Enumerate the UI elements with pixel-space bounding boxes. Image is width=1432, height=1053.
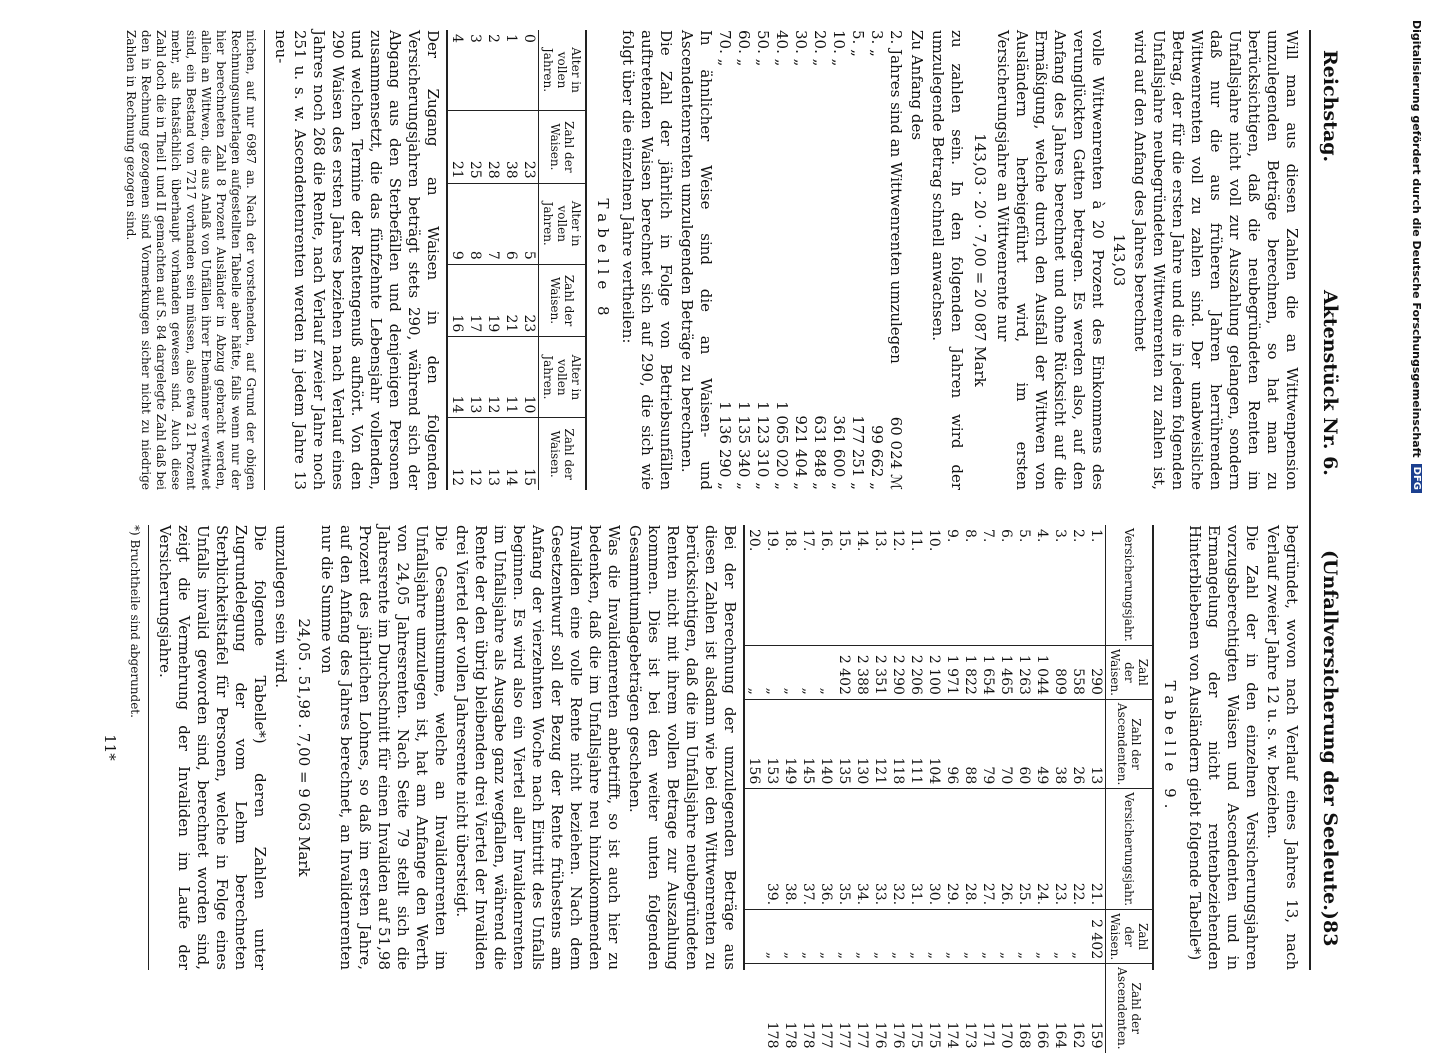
right-paragraph-4: Was die Invalidenrenten anbetrifft, so ist auch hier zu bedenken, daß die im Unfallsjahre neu hinzukommenden Invaliden eine volle Rente nicht beziehen. Nach dem Gesetzentwurf soll der Bezug der Rente frühestens am Anfang der vierzehnten Woche nach Eintritt des Unfalls beginnen. Es wird also ein Viertel aller Invalidenrenten im Unfallsjahre als Ausgabe ganz wegfallen, während die Rente der den übrig bleibenden drei Viertel der Invaliden drei Viertel der vollen Jahresrente nicht übersteigt. [453, 525, 623, 970]
table-row: 6. 1 465 70 26. „ 170 [997, 525, 1015, 1053]
formula-invalid: 24,05 . 51,98 . 7,00 = 9 063 Mark [295, 618, 313, 877]
table9-header: Versicherungsjahr. [1106, 525, 1153, 645]
right-paragraph-3: Bei der Berechnung der umzulegenden Beträge aus diesen Zahlen ist alsdann wie bei den Wittwenrenten zu berücksichtigen, daß die im Unfallsjahre neubegründeten Renten nicht mit ihrem vollen Betrage zur Auszahlung kommen. Dies ist bei den weiter unten folgenden Gesammtumlagebeträgen geschehen. [626, 525, 739, 970]
right-paragraph-2: Die Zahl der in den einzelnen Versicherungsjahren vorzugsberechtigten Waisen und Ascendenten und in Ermangelung der nicht rentenbeziehenden Hinterbliebenen von Ausländern giebt folgende Tabelle*) [1186, 525, 1261, 970]
formula-widow: 143,03 · 20 · 7,00 = 20 087 Mark [971, 133, 989, 387]
dfg-logo: DFG [1412, 464, 1423, 493]
amount-row: 20. „ 631 848 „ [811, 30, 829, 490]
amount-row: 30. „ 921 404 „ [792, 30, 810, 490]
left-paragraph-4: Zu Anfang des [908, 30, 926, 141]
table-row: 7. 1 654 79 27. „ 171 [979, 525, 997, 1053]
table-row: 18. „ 149 38. „ 178 [781, 525, 799, 1053]
table-row: 11. 2 206 111 31. „ 175 [907, 525, 925, 1053]
table-row: 20. „ 156 [745, 525, 763, 1053]
amount-row: 10. „ 361 600 „ [830, 30, 848, 490]
table9-caption: Tabelle 9. [1161, 680, 1179, 815]
fraction-value: 143,03 [1110, 233, 1128, 287]
right-column [101, 525, 1301, 1050]
document-page [0, 30, 1345, 1050]
table8-caption: Tabelle 8 [594, 198, 612, 322]
amount-row: 60. „ 1 135 340 „ [735, 30, 753, 490]
table9-header: Zahl der Ascendenten. [1106, 699, 1153, 788]
footnote-rule [148, 525, 149, 970]
table9-header: Zahl der Ascendenten. [1106, 964, 1153, 1053]
left-paragraph-3: zu zahlen sein. In den folgenden Jahren wird der umzulegende Betrag schnell anwachsen. [929, 30, 966, 490]
table8-header: Zahl der Waisen. [539, 111, 586, 184]
amount-row: 3. „ 99 662 „ [868, 30, 886, 490]
amount-row: 50. „ 1 123 310 „ [754, 30, 772, 490]
table9-body [745, 525, 1106, 1053]
table8-header: Alter in vollen Jahren. [539, 337, 586, 418]
left-paragraph-2: volle Wittwenrenten à 20 Prozent des Einkommens des verunglückten Gatten betragen. Es werden also, auf den Anfang des Jahres berechnet und ohne Rücksicht auf die Ermäßigung, welche durch den Ausfall der Wittwen von Ausländern herbeigeführt wird, im ersten Versicherungsjahre an Wittwenrente nur [994, 30, 1107, 490]
table-row: 16. „ 140 36. „ 177 [817, 525, 835, 1053]
table-row: 19. „ 153 39. „ 178 [763, 525, 781, 1053]
table8-header: Alter in vollen Jahren. [539, 183, 586, 264]
right-paragraph-1: begründet, wovon nach Verlauf eines Jahres 13, nach Verlauf zweier Jahre 12 u. s. w. beziehen. [1264, 525, 1301, 970]
table8-header-row [539, 30, 586, 490]
table-row: 1 38 6 21 11 14 [502, 30, 520, 490]
footnote-rule [264, 30, 265, 490]
table-row: 12. 2 290 118 32. „ 176 [889, 525, 907, 1053]
table-row: 17. „ 145 37. „ 178 [799, 525, 817, 1053]
running-title: (Unfallversicherung der Seeleute.) [1319, 550, 1341, 920]
signature-mark: 11* [101, 734, 119, 761]
table-row: 14. 2 388 130 34. „ 177 [853, 525, 871, 1053]
credit-text: Digitalisierung gefördert durch die Deutsche Forschungsgemeinschaft [1410, 20, 1424, 458]
table9-header: Zahl der Waisen. [1106, 645, 1153, 699]
table-row: 3 25 8 17 13 12 [466, 30, 484, 490]
left-paragraph-6: Die Zahl der jährlich in Folge von Betriebsunfällen auftretenden Waisen berechnet sich auf 290, die sich wie folgt über die einzelnen Jahre vertheilen: [619, 30, 675, 490]
table-row: 3. 809 38 23. „ 164 [1051, 525, 1069, 1053]
table8-header: Zahl der Waisen. [539, 264, 586, 337]
left-column [124, 30, 1301, 490]
table-row: 5. 1 263 60 25. „ 168 [1015, 525, 1033, 1053]
table9-header-row [1106, 525, 1153, 1053]
table-row: 1. 290 13 21. 2 402 159 [1087, 525, 1106, 1053]
table-row: 4. 1 044 49 24. „ 166 [1033, 525, 1051, 1053]
left-paragraph-1: Will man aus diesen Zahlen die an Wittwenpension umzulegenden Beträge berechnen, so hat man zu berücksichtigen, daß die neubegründeten Renten im Unfallsjahre nicht voll zur Auszahlung gelangen, sondern daß nur die aus früheren Jahren herrührenden Wittwenrenten voll zu zahlen sind. Der unabweisliche Betrag, der für die ersten Jahre und die in jedem folgenden Unfallsjahre neubegründeten Wittwenrenten zu zahlen ist, wird auf den Anfang des Jahres berechnet [1131, 30, 1301, 490]
right-footnote: *) Bruchtheile sind abgerundet. [128, 525, 142, 718]
left-paragraph-7: Der Zugang an Waisen in den folgenden Versicherungsjahren beträgt stets 290, während sich der Abgang aus den Sterbefällen und denjenigen Personen zusammensetzt, die das fünfzehnte Lebensjahr vollenden, und welchen Termine der Rentengenuß aufhört. Von den 290 Waisen des ersten Jahres beziehen nach Verlauf eines Jahres noch 268 die Rente, nach Verlauf zweier Jahre noch 251 u. s. w. Ascendentenrenten werden in jedem Jahre 13 neu- [272, 30, 442, 490]
table9-header: Zahl der Waisen. [1106, 910, 1153, 964]
table8-header: Zahl der Waisen. [539, 418, 586, 490]
table-8 [446, 30, 587, 490]
table8-header: Alter in vollen Jahren. [539, 30, 586, 111]
table-row: 10. 2 100 104 30. „ 175 [925, 525, 943, 1053]
right-paragraph-5: Die Gesammtsumme, welche an Invalidenrenten im Unfallsjahre umzulegen ist, hat am Anfange den Werth von 24,05 Jahresrenten. Nach Seite 79 stellt sich die Jahresrente im Durchschnitt für einen Invaliden auf 51,98 Prozent des jährlichen Lohnes, so daß im ersten Jahre, auf den Anfang des Jahres berechnet, an Invalidenrenten nur die Summe von [318, 525, 450, 970]
table-row: 2 28 7 19 12 13 [484, 30, 502, 490]
table-row: 2. 558 26 22. „ 162 [1069, 525, 1087, 1053]
left-footnote: nichen, auf nur 6987 an. Nach der vorstehenden, auf Grund der obigen Rechnungsunterlagen aufgestellten Tabelle aber hätte, falls wenn nur der hier berechneten Zahl 8 Prozent Ausländer in Abzug gebracht werden, allein an Wittwen, die aus Anlaß von Unfällen ihrer Ehemänner verwittwet sind, ein Bestand von 7217 vorhanden sein müssen, also etwa 21 Prozent mehr, als thatsächlich überhaupt vorhanden gewesen sind. Auch diese Zahl doch die in Theil I und II gemachten auf S. 84 dargelegte Zahl daß bei den in Rechnung gezogenen sind Vormerkungen sicher nicht zu niedrige Zahlen in Rechnung gezogen sind. [124, 30, 258, 490]
right-paragraph-7: Die folgende Tabelle*) deren Zahlen unter Zugrundelegung der vom Lehm berechneten Sterblichkeitstafel für Personen, welche in Folge eines Unfalls invalid geworden sind, berechnet worden sind, zeigt die Vermehrung der Invaliden im Laufe der Versicherungsjahre. [156, 525, 269, 970]
table-row: 15. 2 402 135 35. „ 177 [835, 525, 853, 1053]
amount-row: 5. „ 177 251 „ [849, 30, 867, 490]
table-row: 9. 1 971 96 29. „ 174 [943, 525, 961, 1053]
table-9 [743, 525, 1154, 1050]
right-paragraph-6: umzulegen sein wird. [272, 525, 290, 689]
table9-header: Versicherungsjahr. [1106, 789, 1153, 910]
table-row: 13. 2 351 121 33. „ 176 [871, 525, 889, 1053]
widow-amounts-list [715, 30, 905, 490]
header-left: Reichstag. [1319, 50, 1341, 163]
amount-row: 70. „ 1 136 290 „ [716, 30, 734, 490]
digitization-credit [1405, 0, 1429, 1000]
page-header [1309, 30, 1345, 970]
table-row: 4 21 9 16 14 12 [448, 30, 466, 490]
page-number: 83 [1319, 920, 1341, 947]
amount-row: 2. Jahres sind an Wittwenrenten umzulegen 60 024 ℳ [887, 30, 905, 490]
amount-row: 40. „ 1 065 020 „ [773, 30, 791, 490]
table-row: 8. 1 822 88 28. „ 173 [961, 525, 979, 1053]
left-paragraph-5: In ähnlicher Weise sind die an Waisen- und Ascendentenrenten umzulegenden Beträge zu berechnen. [678, 30, 715, 490]
table-row: 0 23 5 23 10 15 [520, 30, 539, 490]
header-center: Aktenstück Nr. 6. [1319, 290, 1341, 476]
